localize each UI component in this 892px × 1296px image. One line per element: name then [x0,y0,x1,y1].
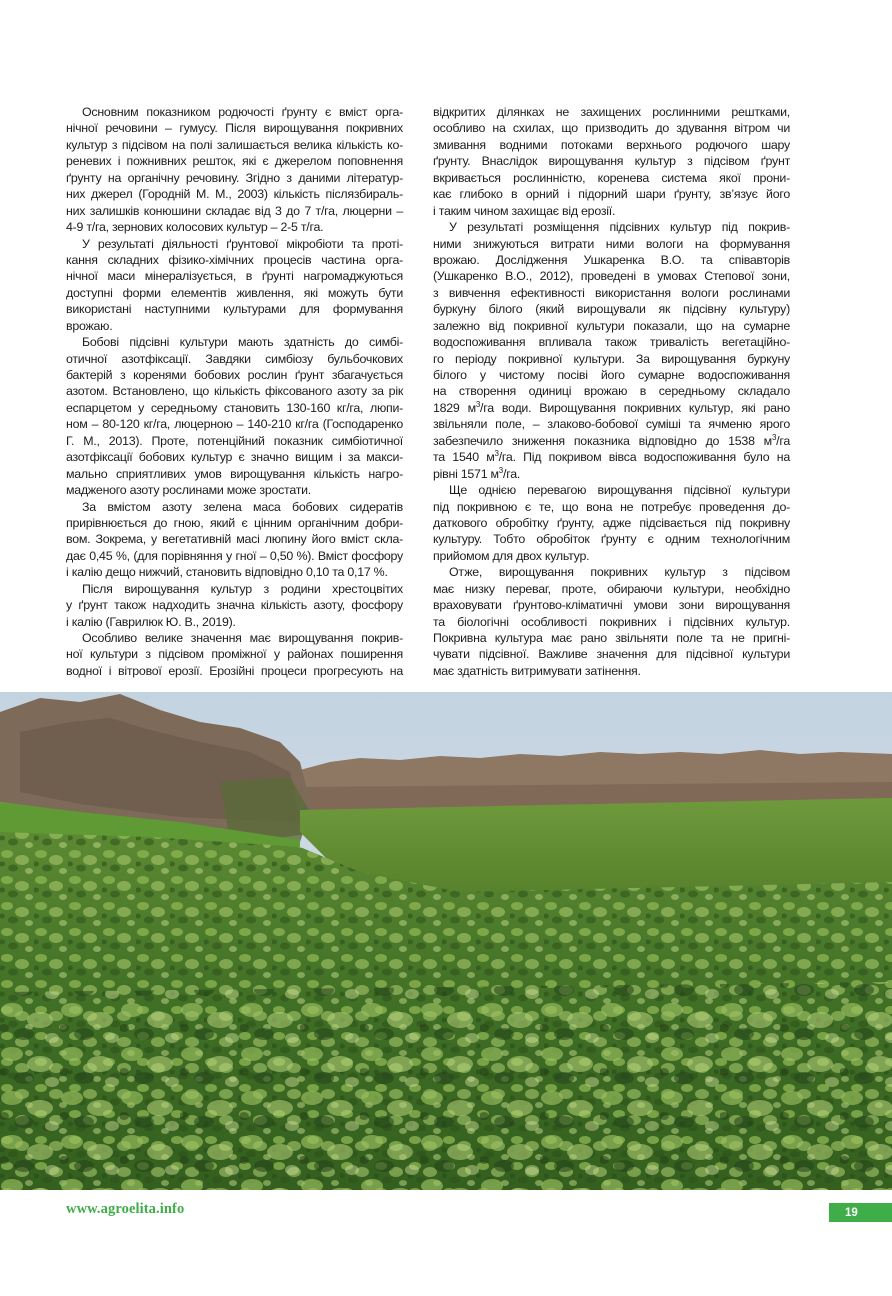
text-line: (Ушкаренко В.О., 2012), проведені в умовах Степової зони, [433,269,790,284]
text-line: доступні форми елементів живлення, які можуть бути [66,285,403,300]
text-line: ґрунту. Внаслідок вирощування культур з підсівом ґрунт [433,154,790,169]
text-line: ґрунту на органічну речовину. Згідно з даними літератур- [66,170,403,185]
text-line: рівні 1571 $м^3/га$. [433,465,521,481]
text-line: білого у чистому посіві його сумарне водоспоживання [433,368,790,382]
text-line: Особливо велике значення має вирощування покрив- [82,631,403,645]
article-paragraph [433,104,790,219]
text-line: Бобові підсівні культури мають здатність до симбі- [82,335,403,350]
text-line: Покривна культура має рано звільняти поле та не пригні- [433,631,790,645]
text-line: мально сприятливих умов вирощування кількість нагро- [66,466,403,481]
text-line: і калію дещо нижчий, становить відповідно 0,10 та 0,17 %. [66,565,388,580]
text-line: дає 0,45 %, (для порівняння у гної – 0,50 %). Вміст фосфору [66,548,403,563]
article-paragraph [66,104,403,236]
article-column-left [66,104,403,679]
text-line: забезпечило зниження показника відповідно до 1538 $м^3/га$ [433,432,790,448]
text-line: мадженого азоту рослинами може зростати. [66,483,311,498]
footer-website-link[interactable]: www.agroelita.info [66,1201,185,1217]
text-line: нічної речовини – гумусу. Після вирощування покривних [66,121,403,136]
text-line: та біологічні особливості покривних і підсівних культур. [433,614,790,629]
text-line: За вмістом азоту зелена маса бобових сидератів [82,499,403,514]
article-paragraph [66,499,403,581]
text-line: у ґрунт також надходить значна кількість азоту, фосфору [66,598,403,613]
text-line: кання складних фізико-хімічних процесів частина орга- [66,252,403,267]
article-paragraph [433,564,790,679]
text-line: У результаті діяльності ґрунтової мікробіоти та проті- [82,236,403,251]
superscript: 3 [771,432,777,442]
text-line: еспарцетом у середньому становить 130-160 кг/га, люпи- [66,400,403,415]
text-line: водоспоживання впливала також тривалість вегетаційно- [433,335,790,350]
text-line: отичної азотфіксації. Завдяки симбіозу бульбочкових [66,351,403,366]
text-line: го періоду покривної культури. За вирощування буркуну [433,351,790,366]
article-paragraph [66,334,403,498]
text-line: ної культури з підсівом проміжної у районах поширення [66,647,403,662]
article-paragraph [433,219,790,482]
text-line: та 1540 $м^3/га$. Під покривом вівса водоспоживання було на [433,449,790,465]
page-number-badge [829,1203,892,1222]
text-line: прирівнюється до гною, який є цінним органічним добри- [66,515,403,530]
superscript: 3 [498,465,503,475]
article-paragraph [433,482,790,564]
text-line: буркуну білого (який вирощували як підсівну культуру) [433,302,790,317]
text-line: бактерій з коренями бобових рослин ґрунт збагачується [66,368,403,382]
text-line: змивання водними потоками верхнього родючого шару [433,137,790,152]
text-line: Г. М., 2013). Проте, потенційний показник симбіотичної [66,433,403,448]
text-line: Отже, вирощування покривних культур з підсівом [449,565,790,580]
text-line: ном – 80-120 кг/га, люцерною – 140-210 кг/га (Господаренко [66,417,403,432]
text-line: них залишків конюшини складає від 3 до 7 т/га, люцерни – [66,203,403,218]
text-line: Ще однією перевагою вирощування підсівної культури [449,483,790,498]
text-line: врожаю. [66,318,113,333]
text-line: культур з підсівом на полі залишається велика кількість ко- [66,137,403,152]
text-line: використані наступними культурами для формування [66,302,403,317]
text-line: даткового обробітку ґрунту, адже підсівається під покривну [433,515,790,530]
text-line: нічної маси мінералізується, в ґрунті нагромаджуються [66,269,403,284]
article-paragraph [66,236,403,335]
text-line: врожаю. Дослідження Ушкаренка В.О. та співавторів [433,252,790,267]
text-line: відкритих ділянках не захищених рослинними рештками, [433,105,790,119]
text-line: культуру. Тобто обробіток ґрунту є одним технологічним [433,532,790,547]
text-line: них джерел (Городній М. М., 2003) кількість післязбираль- [66,187,403,202]
text-line: азотфіксації бобових культур є значно вищим і за макси- [66,450,403,465]
text-line: і таким чином захищає від ерозії. [433,203,616,218]
text-line: вом. Зокрема, у вегетативній масі люпину його вміст скла- [66,532,403,547]
text-line: 1829 $м^3/га$ води. Вирощування покривних культур, які рано [433,399,790,415]
text-line: 4-9 т/га, зернових колосових культур – 2-5 т/га. [66,220,324,235]
text-line: особливо на схилах, що призводить до здування вітром чи [433,121,790,136]
article-paragraph [66,630,403,679]
superscript: 3 [475,399,481,409]
text-line: має здатність витримувати затінення. [433,663,641,678]
text-line: У результаті розміщення підсівних культур під покрив- [449,220,790,235]
text-line: ними знижуються витрати ними вологи на формування [433,236,790,251]
text-line: вкривається рослинністю, коренева система якої прони- [433,170,790,185]
field-photo [0,692,892,1190]
text-line: з вивчення ефективності використання вологи рослинами [433,285,790,300]
text-line: кає глибоко в орний і підорний шари ґрунту, зв’язує його [433,187,790,202]
text-line: Основним показником родючості ґрунту є вміст орга- [82,105,403,119]
text-line: залежно від покривної культури показали, що на сумарне [433,318,790,333]
text-line: азотом. Встановлено, що кількість фіксованого азоту за рік [66,384,403,399]
text-line: має низку переваг, проте, обираючи культури, необхідно [433,581,790,596]
text-line: звільняли поле, – злаково-бобової суміші та ячменю ярого [433,417,790,432]
article-column-right [433,104,790,679]
text-line: прийомом для двох культур. [433,548,590,563]
superscript: 3 [494,449,499,459]
text-line: Після вирощування культур з родини хрестоцвітих [82,581,403,596]
text-line: враховувати ґрунтово-кліматичні умови зони вирощування [433,598,790,613]
text-line: на створення одиниці врожаю в середньому складало [433,384,790,399]
text-line: чувати підсівної. Важливе значення для підсівної культури [433,647,790,662]
text-line: під покривною є те, що вона не потребує проведення до- [433,499,790,514]
field-landscape-image [0,692,892,1190]
text-line: і калію (Гаврилюк Ю. В., 2019). [66,614,236,629]
page-number: 19 [845,1206,858,1219]
article-paragraph [66,581,403,630]
text-line: реневих і пожнивних решток, які є джерелом поповнення [66,154,403,169]
text-line: водної і вітрової ерозії. Ерозійні процеси прогресують на [66,663,403,678]
